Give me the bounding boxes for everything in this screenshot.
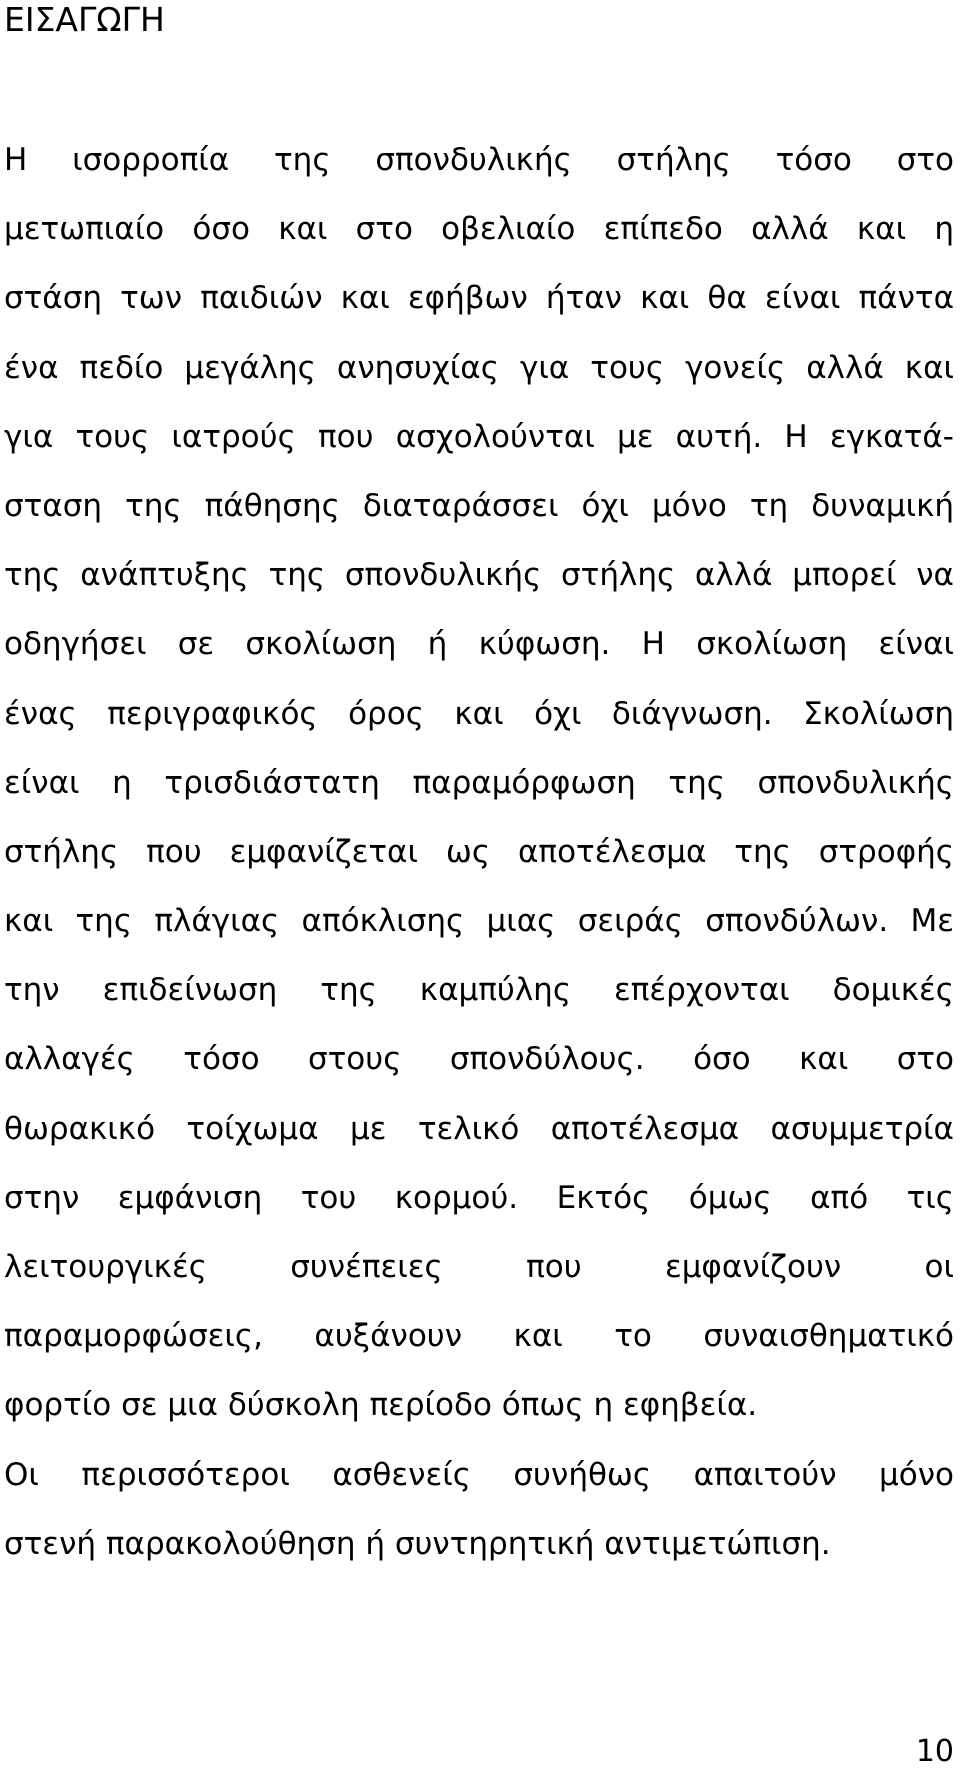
text-line: λειτουργικές συνέπειες που εμφανίζουν οι bbox=[4, 1249, 954, 1285]
text-line: στενή παρακολούθηση ή συντηρητική αντιμετώπιση. bbox=[4, 1525, 831, 1562]
text-line: Η ισορροπία της σπονδυλικής στήλης τόσο στο bbox=[4, 142, 954, 178]
text-line: της ανάπτυξης της σπονδυλικής στήλης αλλά μπορεί να bbox=[4, 557, 954, 594]
text-line: για τους ιατρούς που ασχολούνται με αυτή. Η εγκατά- bbox=[4, 418, 954, 455]
page-number: 10 bbox=[915, 1734, 954, 1769]
section-heading: ΕΙΣΑΓΩΓΗ bbox=[4, 0, 165, 39]
text-line: την επιδείνωση της καμπύλης επέρχονται δομικές bbox=[4, 972, 954, 1009]
text-line: ένας περιγραφικός όρος και όχι διάγνωση. Σκολίωση bbox=[4, 695, 954, 732]
text-line: αλλαγές τόσο στους σπονδύλους. όσο και στο bbox=[4, 1041, 954, 1078]
text-line: φορτίο σε μια δύσκολη περίοδο όπως η εφηβεία. bbox=[4, 1387, 758, 1424]
text-line: σταση της πάθησης διαταράσσει όχι μόνο τη δυναμική bbox=[4, 487, 954, 524]
text-line: μετωπιαίο όσο και στο οβελιαίο επίπεδο αλλά και η bbox=[4, 211, 954, 248]
text-line: παραμορφώσεις, αυξάνουν και το συναισθηματικό bbox=[4, 1318, 954, 1355]
body-paragraph bbox=[4, 140, 954, 1593]
text-line: Οι περισσότεροι ασθενείς συνήθως απαιτούν μόνο bbox=[4, 1456, 954, 1493]
text-line: ένα πεδίο μεγάλης ανησυχίας για τους γονείς αλλά και bbox=[4, 349, 954, 386]
text-line: θωρακικό τοίχωμα με τελικό αποτέλεσμα ασυμμετρία bbox=[4, 1110, 954, 1147]
text-line: στήλης που εμφανίζεται ως αποτέλεσμα της στροφής bbox=[4, 833, 954, 870]
text-line: και της πλάγιας απόκλισης μιας σειράς σπονδύλων. Με bbox=[4, 903, 954, 940]
text-line: οδηγήσει σε σκολίωση ή κύφωση. Η σκολίωση είναι bbox=[4, 626, 954, 663]
text-line: στην εμφάνιση του κορμού. Εκτός όμως από τις bbox=[4, 1179, 954, 1216]
text-line: είναι η τρισδιάστατη παραμόρφωση της σπονδυλικής bbox=[4, 764, 954, 801]
text-line: στάση των παιδιών και εφήβων ήταν και θα είναι πάντα bbox=[4, 280, 954, 317]
